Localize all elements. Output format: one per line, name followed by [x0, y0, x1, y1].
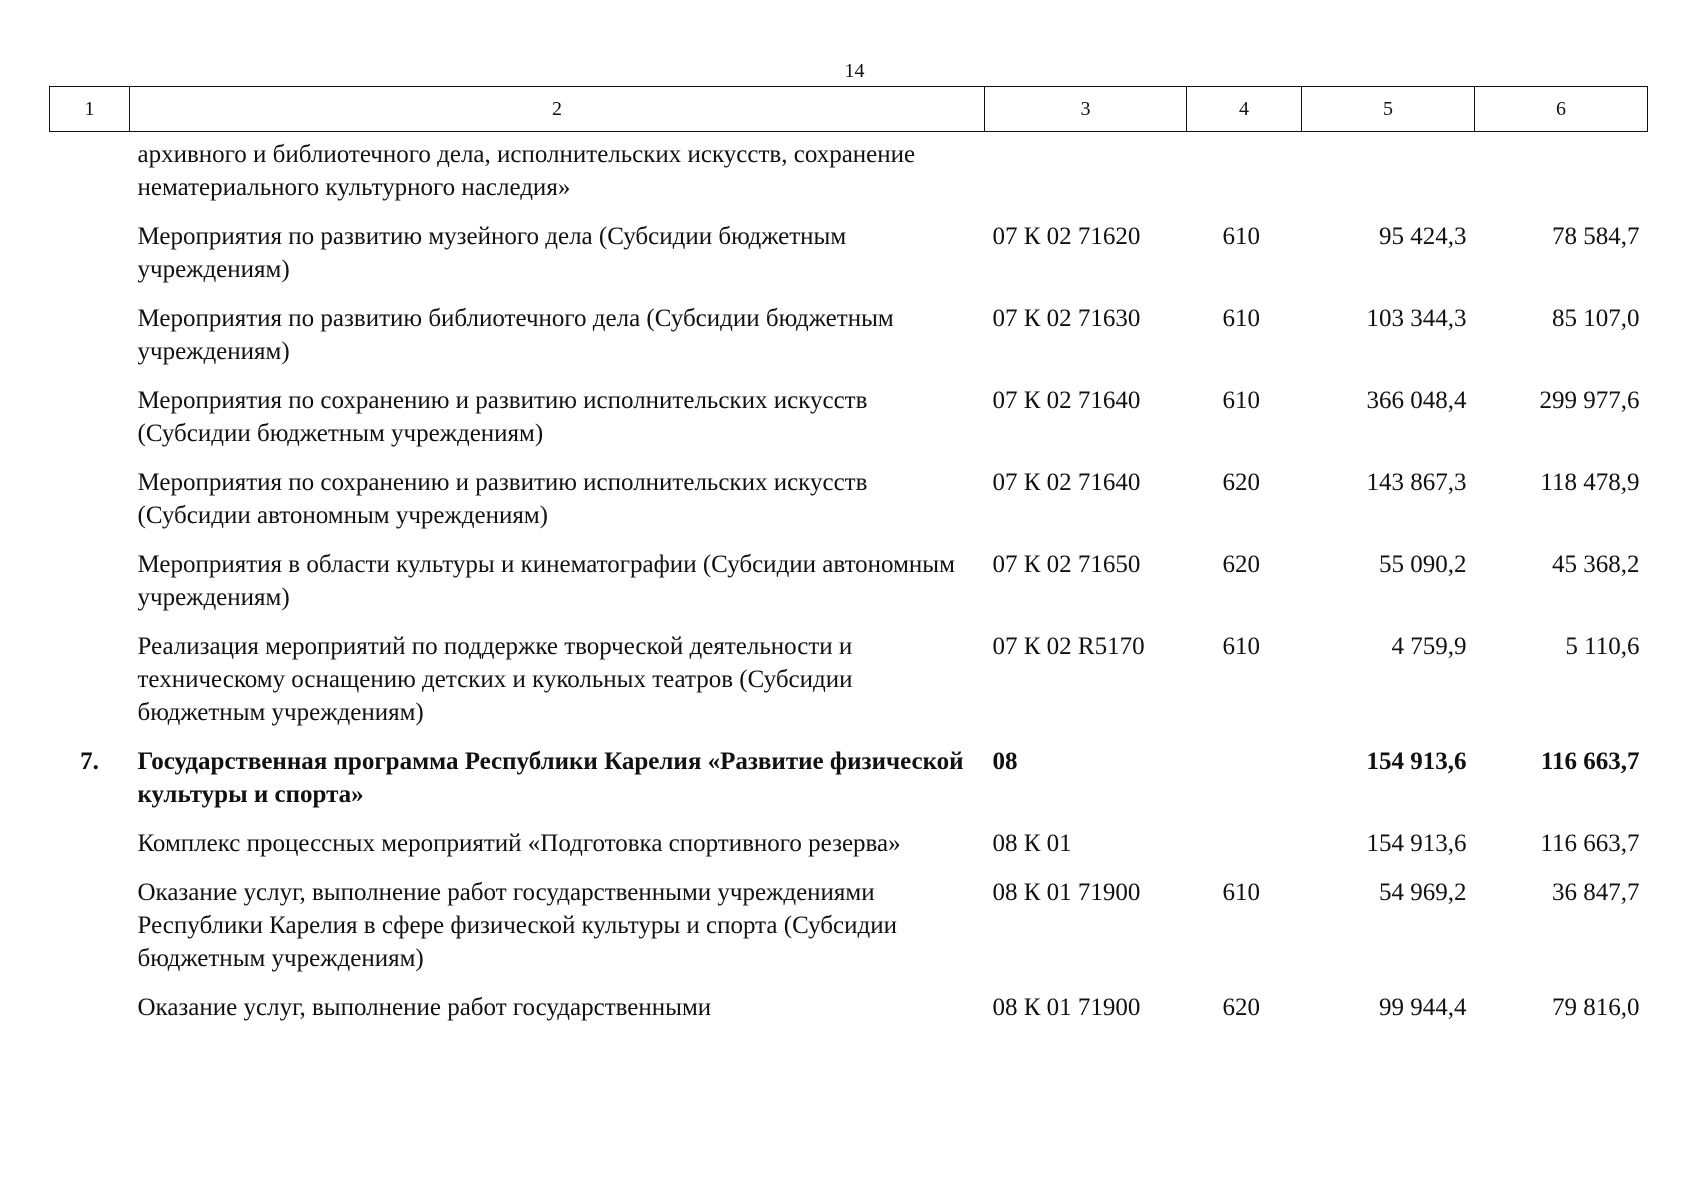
row-number: 7.: [80, 748, 99, 775]
row-number: [50, 548, 130, 630]
row-target-code: 07 К 02 R5170: [992, 633, 1145, 660]
row-number: [50, 302, 130, 384]
table-row: [50, 466, 1648, 548]
row-expense-type: 620: [1222, 994, 1260, 1021]
row-amount-year-2: 85 107,0: [1552, 305, 1640, 332]
table-row: [50, 220, 1648, 302]
row-amount-year-2: 36 847,7: [1552, 879, 1640, 906]
row-amount-year-1: 55 090,2: [1379, 551, 1467, 578]
table-row: [50, 745, 1648, 827]
row-target-code: 07 К 02 71640: [992, 469, 1141, 496]
row-target-code: 08 К 01 71900: [992, 879, 1141, 906]
row-name: Мероприятия по развитию музейного дела (Субсидии бюджетным учреждениям): [137, 223, 847, 283]
row-amount-year-1: 366 048,4: [1366, 387, 1467, 414]
row-name: Мероприятия по сохранению и развитию исполнительских искусств (Субсидии бюджетным учреждениям): [137, 387, 868, 447]
row-amount-year-1: 99 944,4: [1379, 994, 1467, 1021]
row-name: Мероприятия по сохранению и развитию исполнительских искусств (Субсидии автономным учреждениям): [137, 469, 868, 529]
row-expense-type: 610: [1222, 633, 1260, 660]
row-name: архивного и библиотечного дела, исполнительских искусств, сохранение нематериального культурного наследия»: [137, 141, 916, 201]
row-amount-year-2: 116 663,7: [1540, 830, 1640, 857]
row-amount-year-1: 154 913,6: [1366, 830, 1467, 857]
header-col-2: 2: [130, 87, 985, 132]
header-row: [50, 87, 1648, 132]
row-target-code: 07 К 02 71620: [992, 223, 1141, 250]
header-col-1: 1: [50, 87, 130, 132]
row-name: Оказание услуг, выполнение работ государственными: [137, 994, 712, 1021]
row-number: [50, 220, 130, 302]
row-name: Мероприятия в области культуры и кинематографии (Субсидии автономным учреждениям): [137, 551, 955, 611]
row-number: [50, 827, 130, 876]
row-expense-type: [1187, 132, 1302, 221]
row-expense-type: 610: [1222, 879, 1260, 906]
row-amount-year-2: 299 977,6: [1539, 387, 1640, 414]
row-amount-year-1: 4 759,9: [1391, 633, 1467, 660]
row-amount-year-1: [1302, 132, 1475, 221]
row-target-code: 07 К 02 71650: [992, 551, 1141, 578]
table-header: [50, 87, 1648, 132]
page-number: 14: [844, 60, 865, 82]
row-amount-year-2: 5 110,6: [1565, 633, 1640, 660]
row-amount-year-2: 79 816,0: [1552, 994, 1640, 1021]
row-amount-year-2: [1475, 132, 1648, 221]
row-target-code: 08 К 01 71900: [992, 994, 1141, 1021]
row-number: [50, 876, 130, 991]
table-row: [50, 548, 1648, 630]
row-amount-year-1: 143 867,3: [1366, 469, 1467, 496]
row-target-code: [985, 132, 1187, 221]
row-expense-type: 610: [1222, 305, 1260, 332]
table-row: [50, 876, 1648, 991]
budget-table: [49, 86, 1648, 1040]
row-amount-year-1: 95 424,3: [1379, 223, 1467, 250]
row-expense-type: 610: [1222, 223, 1260, 250]
row-expense-type: [1187, 827, 1302, 876]
row-target-code: 08: [992, 748, 1018, 775]
row-number: [50, 630, 130, 745]
row-expense-type: [1187, 745, 1302, 827]
table-row: [50, 302, 1648, 384]
table-row: [50, 132, 1648, 221]
table-body: [50, 132, 1648, 1041]
table-row: [50, 630, 1648, 745]
row-target-code: 08 К 01: [992, 830, 1072, 857]
table-row: [50, 991, 1648, 1040]
header-col-5: 5: [1302, 87, 1475, 132]
row-name: Мероприятия по развитию библиотечного дела (Субсидии бюджетным учреждениям): [137, 305, 894, 365]
row-number: [50, 466, 130, 548]
row-amount-year-2: 118 478,9: [1540, 469, 1640, 496]
row-target-code: 07 К 02 71630: [992, 305, 1141, 332]
row-amount-year-2: 116 663,7: [1540, 748, 1640, 775]
row-expense-type: 620: [1222, 469, 1260, 496]
row-number: [50, 384, 130, 466]
header-col-4: 4: [1187, 87, 1302, 132]
row-expense-type: 610: [1222, 387, 1260, 414]
row-name: Комплекс процессных мероприятий «Подготовка спортивного резерва»: [137, 830, 901, 857]
row-amount-year-2: 45 368,2: [1552, 551, 1640, 578]
table-row: [50, 827, 1648, 876]
row-target-code: 07 К 02 71640: [992, 387, 1141, 414]
row-name: Оказание услуг, выполнение работ государственными учреждениями Республики Карелия в сфере физической культуры и спорта (Субсидии бюджетным учреждениям): [137, 879, 897, 972]
header-col-6: 6: [1475, 87, 1648, 132]
row-name: Реализация мероприятий по поддержке творческой деятельности и техническому оснащению детских и кукольных театров (Субсидии бюджетным учреждениям): [137, 633, 853, 726]
row-amount-year-2: 78 584,7: [1552, 223, 1640, 250]
row-name: Государственная программа Республики Карелия «Развитие физической культуры и спорта»: [137, 748, 964, 808]
header-col-3: 3: [985, 87, 1187, 132]
row-amount-year-1: 54 969,2: [1379, 879, 1467, 906]
row-amount-year-1: 154 913,6: [1366, 748, 1467, 775]
row-number: [50, 991, 130, 1040]
row-number: [50, 132, 130, 221]
table-row: [50, 384, 1648, 466]
row-amount-year-1: 103 344,3: [1366, 305, 1467, 332]
row-expense-type: 620: [1222, 551, 1260, 578]
